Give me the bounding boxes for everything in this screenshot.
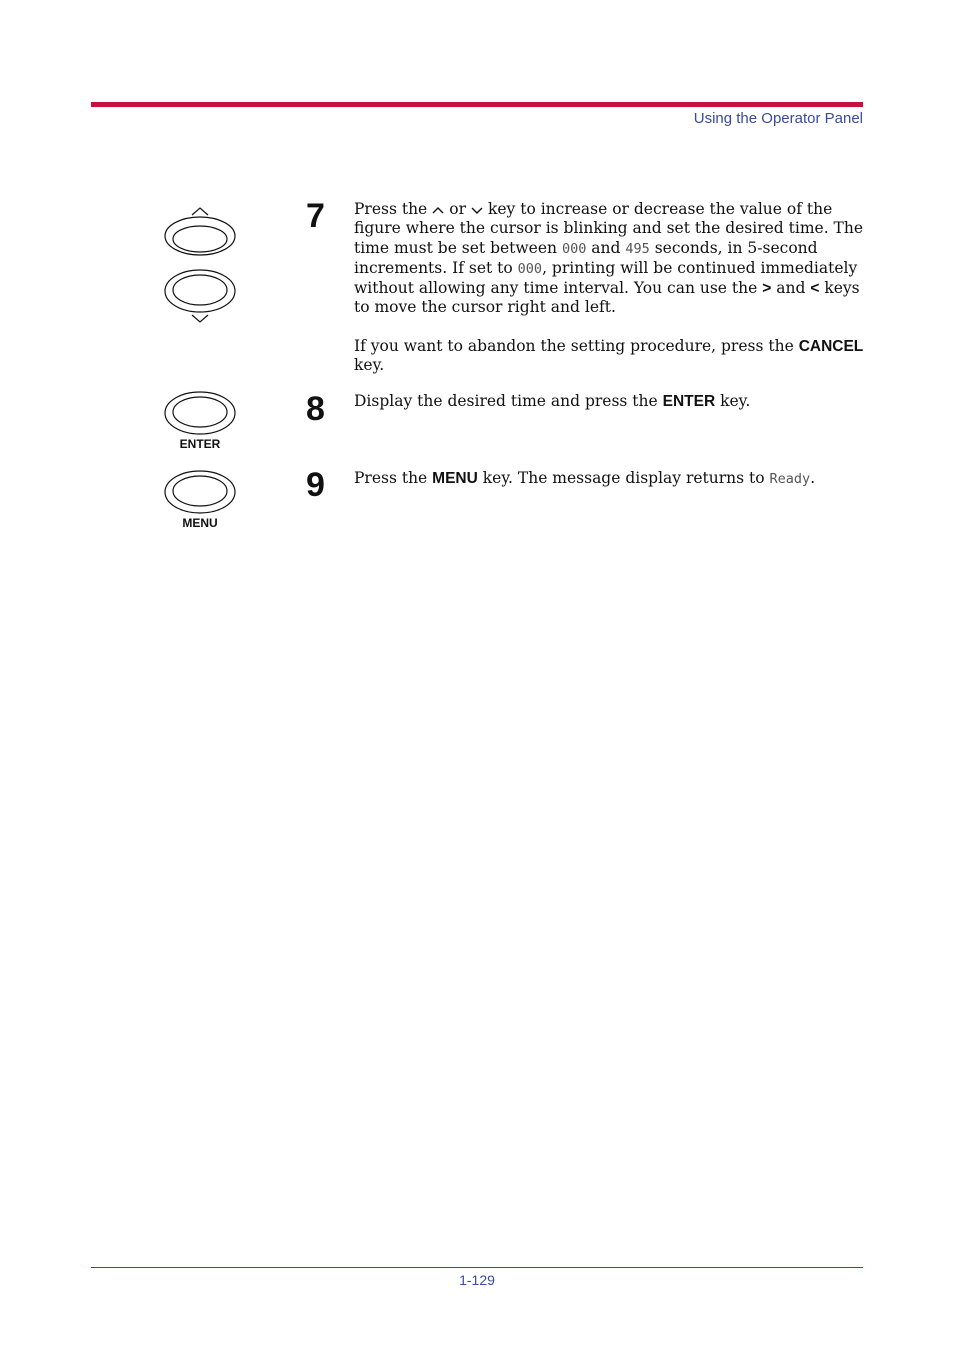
step-number: 8	[306, 390, 325, 428]
text: or	[449, 200, 466, 218]
key-name: >	[762, 280, 772, 298]
up-down-keys-illustration	[160, 204, 240, 328]
footer-rule	[91, 1267, 863, 1268]
key-name: CANCEL	[798, 337, 864, 355]
page-number: 1-129	[459, 1272, 495, 1288]
step-9-paragraph	[354, 469, 864, 489]
text: Press the	[354, 200, 428, 218]
key-name: <	[810, 280, 820, 298]
enter-key-illustration	[160, 390, 240, 438]
text: and	[776, 279, 806, 298]
step-number: 7	[306, 197, 325, 235]
section-title: Using the Operator Panel	[693, 110, 863, 127]
step-7-paragraph-1	[354, 200, 864, 318]
text: .	[810, 469, 816, 487]
text: seconds, in 5-second increments. If set to	[354, 238, 818, 277]
chevron-up-icon	[431, 205, 445, 215]
text: and	[591, 238, 621, 257]
text: Display the desired time and press the	[354, 392, 658, 410]
text: key.	[720, 392, 751, 410]
code-value: 000	[517, 260, 543, 277]
text: keys to move the cursor right and left.	[354, 279, 860, 317]
step-7-paragraph-2	[354, 337, 864, 376]
down-key	[165, 270, 235, 312]
step-7-text	[354, 200, 864, 375]
text: key. The message display returns to	[482, 469, 765, 487]
chevron-down-icon	[192, 315, 208, 322]
header-rule	[91, 102, 863, 107]
chevron-down-icon	[470, 205, 484, 215]
step-8-paragraph	[354, 392, 864, 411]
key-name: MENU	[432, 470, 478, 487]
menu-key-label: MENU	[182, 516, 218, 530]
key-name: ENTER	[662, 393, 716, 410]
text: Press the	[354, 469, 428, 487]
text: If you want to abandon the setting procedure, press the	[354, 336, 794, 355]
text: key to increase or decrease the value of the figure where the cursor is blinking and set the desired time. The time must be set between	[354, 200, 864, 257]
step-8-text	[354, 392, 864, 411]
chevron-up-icon	[192, 208, 208, 215]
step-number: 9	[306, 466, 325, 504]
step-9-text	[354, 469, 864, 489]
code-value: 000	[561, 240, 587, 257]
code-value: Ready	[769, 471, 811, 487]
code-value: 495	[625, 240, 650, 257]
menu-key-illustration	[160, 469, 240, 517]
text: , printing will be continued immediately without allowing any time interval. You can use the	[354, 258, 858, 298]
text: key.	[354, 356, 385, 375]
enter-key-label: ENTER	[179, 437, 221, 451]
up-key	[165, 217, 235, 255]
